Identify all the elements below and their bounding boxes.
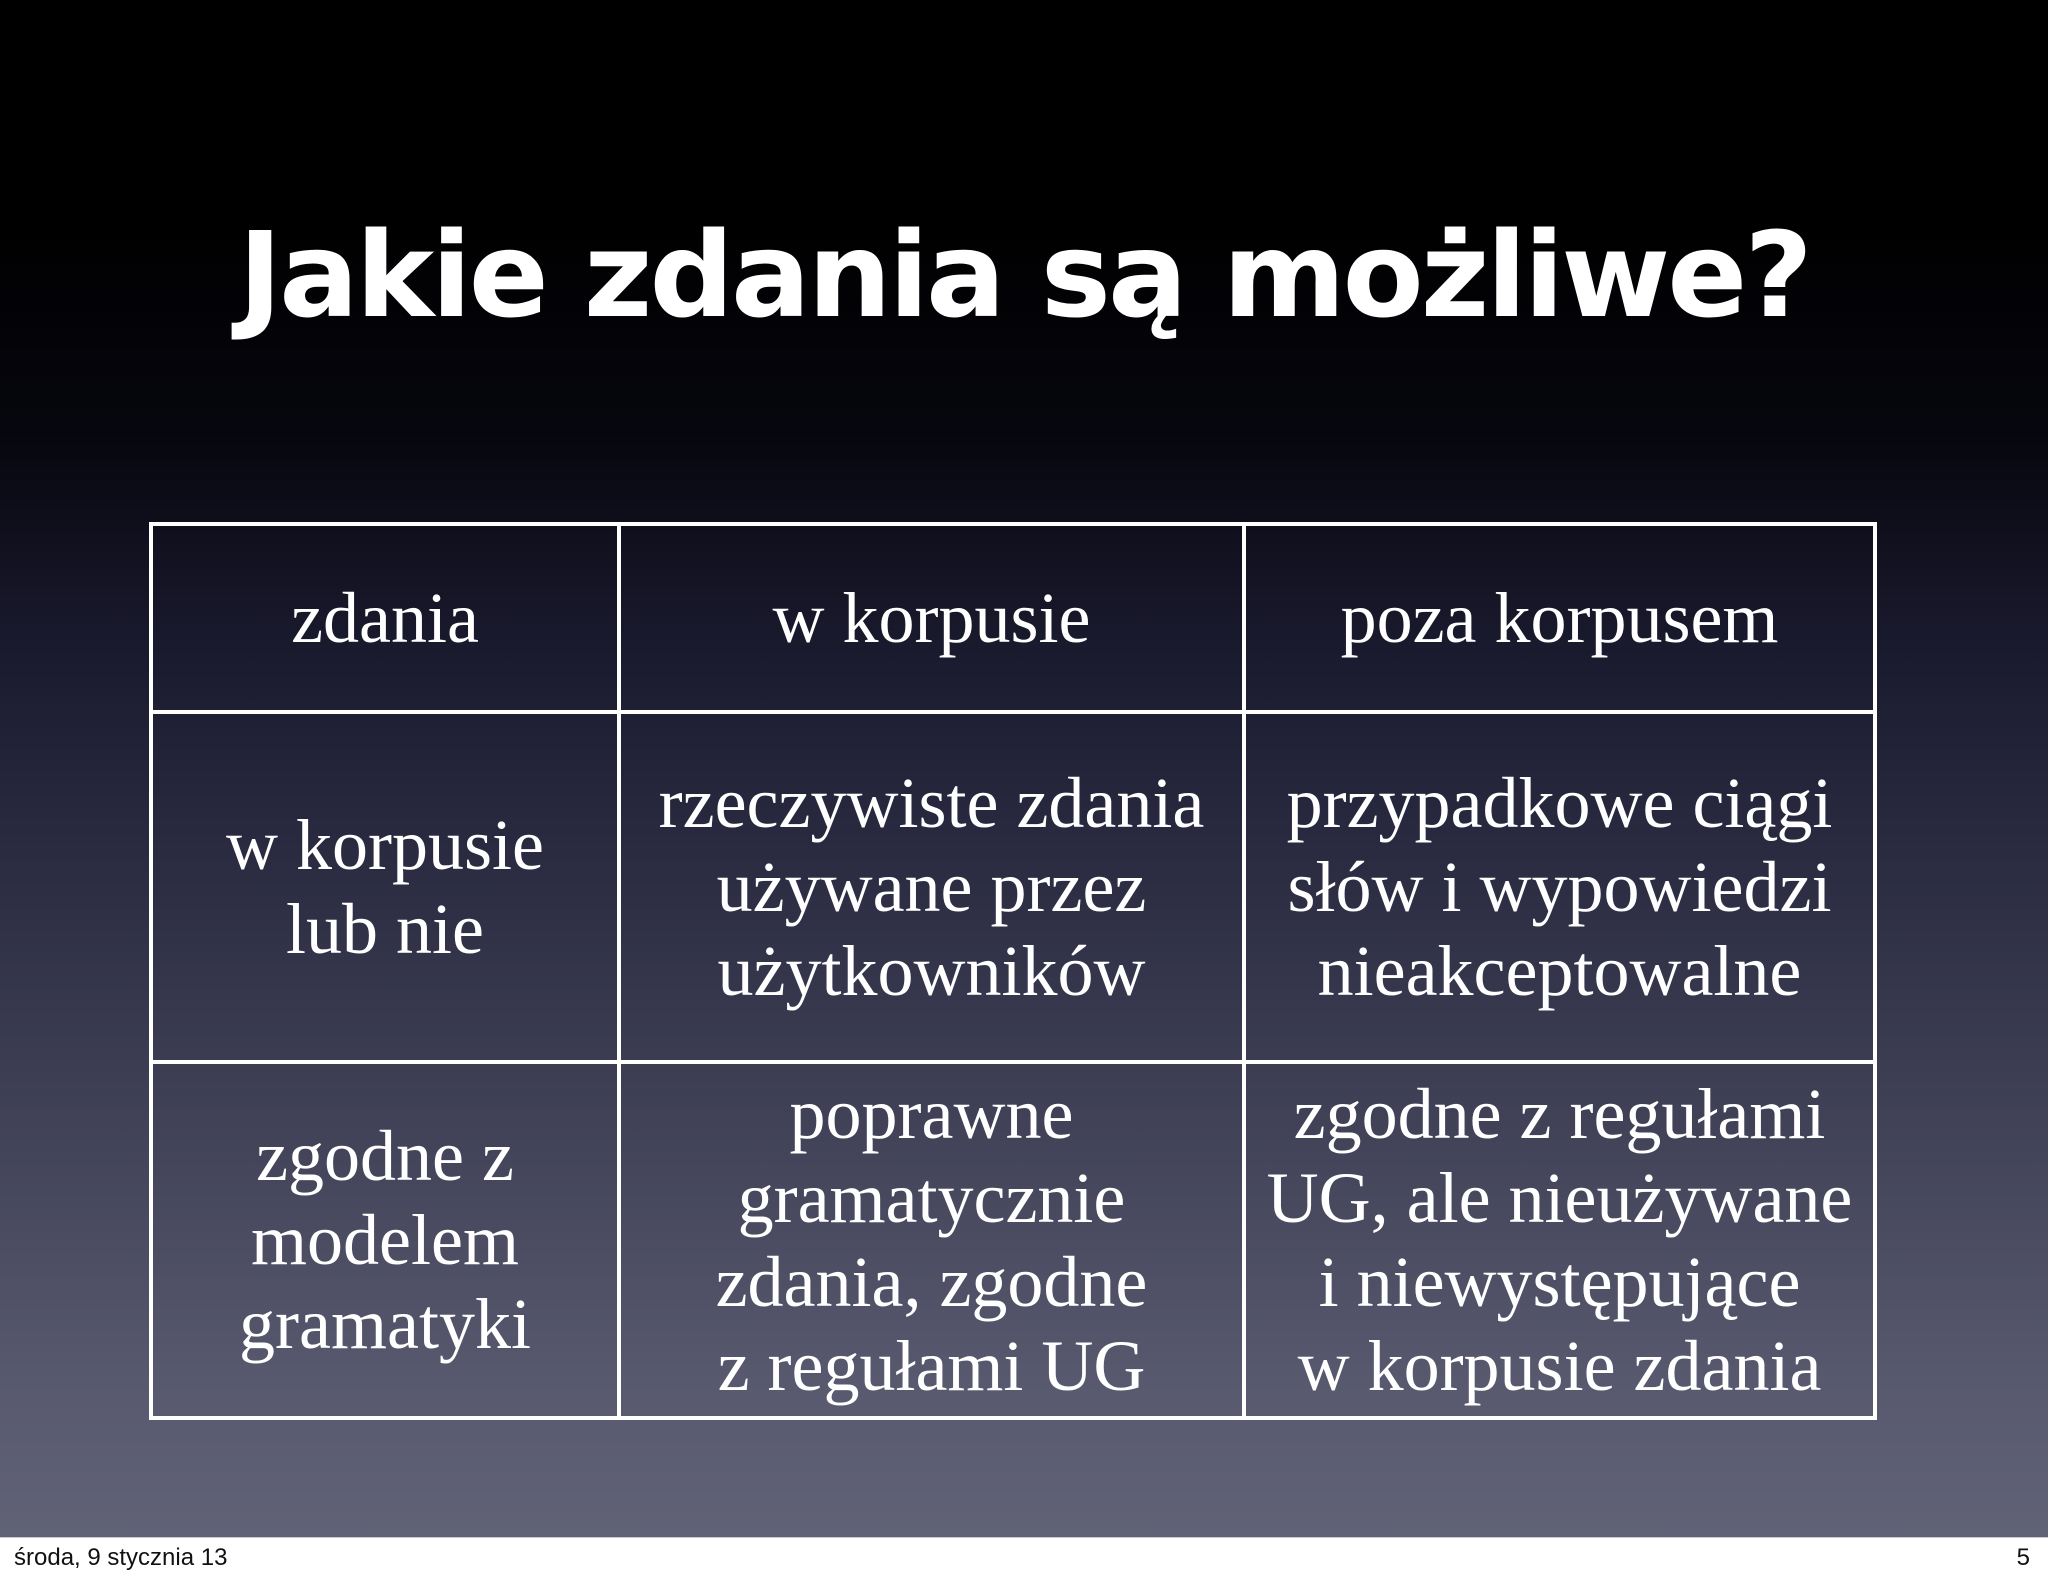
table-cell: przypadkowe ciągi słów i wypowiedzi nieakceptowalne	[1244, 712, 1875, 1062]
row-label-cell: w korpusie lub nie	[151, 712, 619, 1062]
comparison-table	[149, 522, 1877, 1420]
table-header-row	[151, 524, 1875, 712]
table-header-cell: poza korpusem	[1244, 524, 1875, 712]
table-cell: zgodne z regułami UG, ale nieużywane i niewystępujące w korpusie zdania	[1244, 1062, 1875, 1418]
page-number: 5	[2016, 1544, 2030, 1571]
table-row	[151, 712, 1875, 1062]
table-header-cell: zdania	[151, 524, 619, 712]
slide-title: Jakie zdania są możliwe?	[238, 206, 1810, 344]
row-label-cell: zgodne z modelem gramatyki	[151, 1062, 619, 1418]
footer-date: środa, 9 stycznia 13	[14, 1544, 228, 1571]
table-header-cell: w korpusie	[619, 524, 1244, 712]
footer-bar	[0, 1537, 2048, 1577]
table-cell: poprawne gramatycznie zdania, zgodne z regułami UG	[619, 1062, 1244, 1418]
table-cell: rzeczywiste zdania używane przez użytkowników	[619, 712, 1244, 1062]
table-row	[151, 1062, 1875, 1418]
